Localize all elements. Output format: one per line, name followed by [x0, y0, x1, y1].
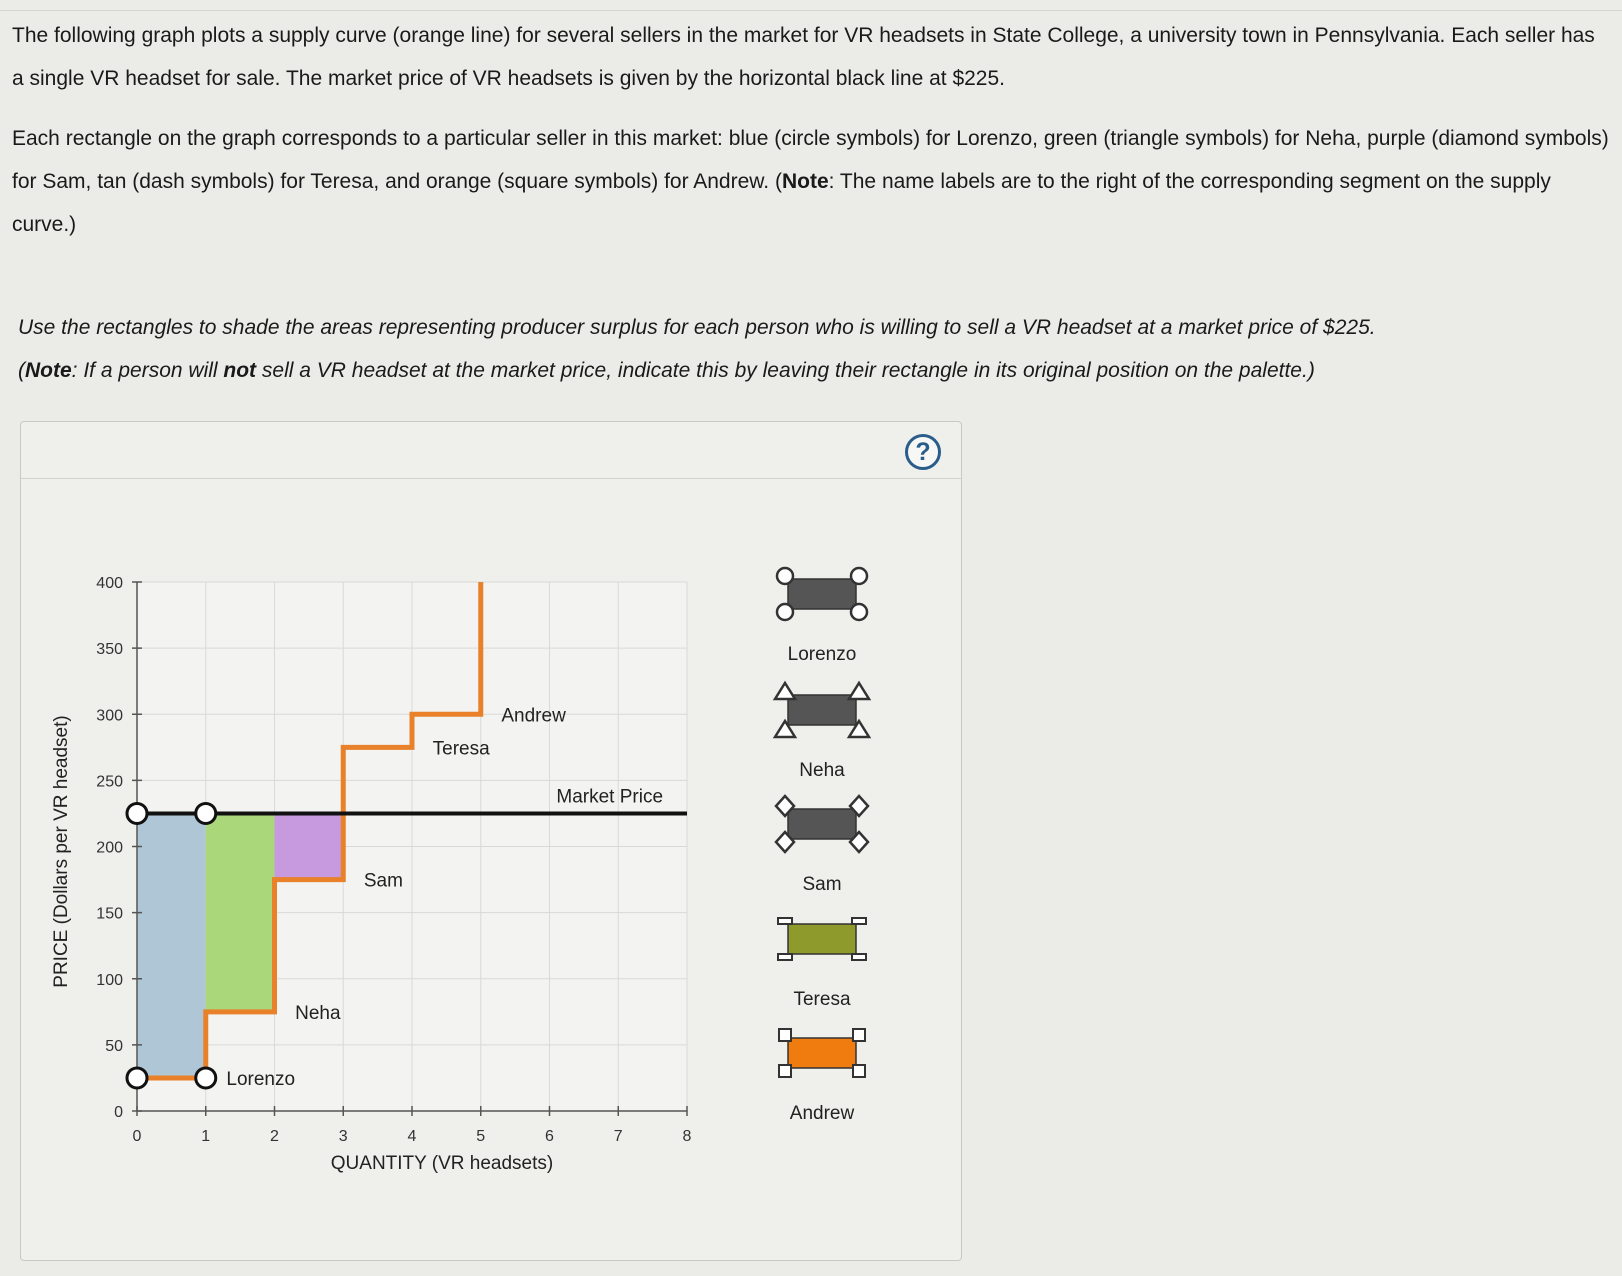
x-tick-label: 1: [201, 1128, 211, 1145]
price-handle-point[interactable]: [196, 803, 216, 823]
x-tick-label: 6: [545, 1128, 554, 1145]
surplus-rect-sam[interactable]: [275, 813, 344, 879]
p3-text-b: : If a person will: [71, 359, 224, 382]
palette-rect[interactable]: [788, 924, 856, 954]
square-symbol-icon: [853, 1029, 865, 1041]
palette-label-lorenzo: Lorenzo: [787, 644, 857, 665]
x-tick-label: 2: [270, 1128, 279, 1145]
p3-text-a: Use the rectangles to shade the areas representing producer surplus for each person who is willing to sell a VR headset at a market price of $225.: [18, 316, 1376, 339]
y-axis-title: PRICE (Dollars per VR headset): [51, 715, 72, 988]
palette-rect[interactable]: [788, 579, 856, 609]
price-handle-point[interactable]: [127, 803, 147, 823]
palette-rect[interactable]: [788, 1038, 856, 1068]
segment-label-teresa: Teresa: [432, 738, 490, 760]
y-tick-label: 250: [96, 773, 123, 791]
dash-symbol-icon: [852, 954, 866, 960]
y-tick-label: 100: [96, 971, 123, 989]
p2-text-b: : The name labels are to the right of the corresponding segment on the supply curve.): [12, 170, 1551, 236]
surplus-rect-neha[interactable]: [206, 813, 275, 1011]
dash-symbol-icon: [778, 954, 792, 960]
palette-rect[interactable]: [788, 695, 856, 725]
dash-symbol-icon: [852, 918, 866, 924]
y-tick-label: 50: [105, 1037, 123, 1055]
circle-symbol-icon: [851, 568, 867, 584]
help-icon[interactable]: ?: [905, 434, 941, 470]
p3-text-c: sell a VR headset at the market price, indicate this by leaving their rectangle in its original position on the palette.): [256, 359, 1315, 382]
palette-item-neha[interactable]: [775, 683, 869, 737]
x-tick-label: 5: [476, 1128, 486, 1145]
segment-label-neha: Neha: [295, 1002, 341, 1024]
triangle-symbol-icon: [849, 683, 869, 699]
graph-panel: [20, 421, 962, 1261]
p2-text-a: Each rectangle on the graph corresponds to a particular seller in this market: blue (circle symbols) for Lorenzo, green (triangle symbols) for Neha, purple (diamond symbols) for Sam, tan (dash symbols) for Teresa, and orange (square symbols) for Andrew. (: [12, 127, 1609, 193]
square-symbol-icon: [853, 1065, 865, 1077]
y-tick-label: 150: [96, 905, 123, 923]
x-tick-label: 4: [407, 1128, 417, 1145]
instruction-paragraph-2: [12, 117, 1612, 246]
curve-handle-point[interactable]: [127, 1068, 147, 1088]
market-price-label: Market Price: [556, 786, 664, 808]
supply-graph[interactable]: [21, 422, 963, 1262]
x-tick-label: 0: [132, 1128, 142, 1145]
palette-item-sam[interactable]: [776, 796, 868, 852]
palette-label-teresa: Teresa: [793, 989, 851, 1010]
circle-symbol-icon: [851, 604, 867, 620]
palette-item-teresa[interactable]: [778, 918, 866, 960]
x-tick-label: 3: [338, 1128, 348, 1145]
palette-label-andrew: Andrew: [789, 1103, 855, 1124]
palette-item-andrew[interactable]: [779, 1029, 865, 1077]
palette-item-lorenzo[interactable]: [777, 568, 867, 620]
segment-label-andrew: Andrew: [501, 705, 566, 727]
y-tick-label: 0: [114, 1104, 123, 1121]
segment-label-sam: Sam: [363, 870, 403, 892]
instruction-paragraph-3: [18, 306, 1618, 392]
segment-label-lorenzo: Lorenzo: [226, 1068, 296, 1090]
p3-not: not: [223, 359, 257, 382]
circle-symbol-icon: [777, 568, 793, 584]
square-symbol-icon: [779, 1065, 791, 1077]
x-tick-label: 7: [613, 1128, 623, 1145]
square-symbol-icon: [779, 1029, 791, 1041]
top-divider: [0, 10, 1622, 11]
palette-label-sam: Sam: [802, 874, 842, 895]
p3-open: (: [18, 359, 25, 382]
circle-symbol-icon: [777, 604, 793, 620]
p3-note: Note: [25, 359, 72, 382]
palette-rect[interactable]: [788, 809, 856, 839]
y-tick-label: 350: [96, 641, 123, 659]
y-tick-label: 400: [96, 575, 123, 592]
curve-handle-point[interactable]: [196, 1068, 216, 1088]
x-axis-title: QUANTITY (VR headsets): [330, 1153, 554, 1174]
dash-symbol-icon: [778, 918, 792, 924]
x-tick-label: 8: [682, 1128, 692, 1145]
instruction-paragraph-1: The following graph plots a supply curve (orange line) for several sellers in the market for VR headsets in State College, a university town in Pennsylvania. Each seller has a single VR headset for sale. The market price of VR headsets is given by the horizontal black line at $225.: [12, 24, 1595, 90]
p2-note: Note: [781, 170, 829, 193]
surplus-rect-lorenzo[interactable]: [137, 813, 206, 1078]
y-tick-label: 300: [96, 707, 123, 725]
y-tick-label: 200: [96, 839, 123, 857]
triangle-symbol-icon: [775, 683, 795, 699]
palette-label-neha: Neha: [799, 760, 845, 781]
